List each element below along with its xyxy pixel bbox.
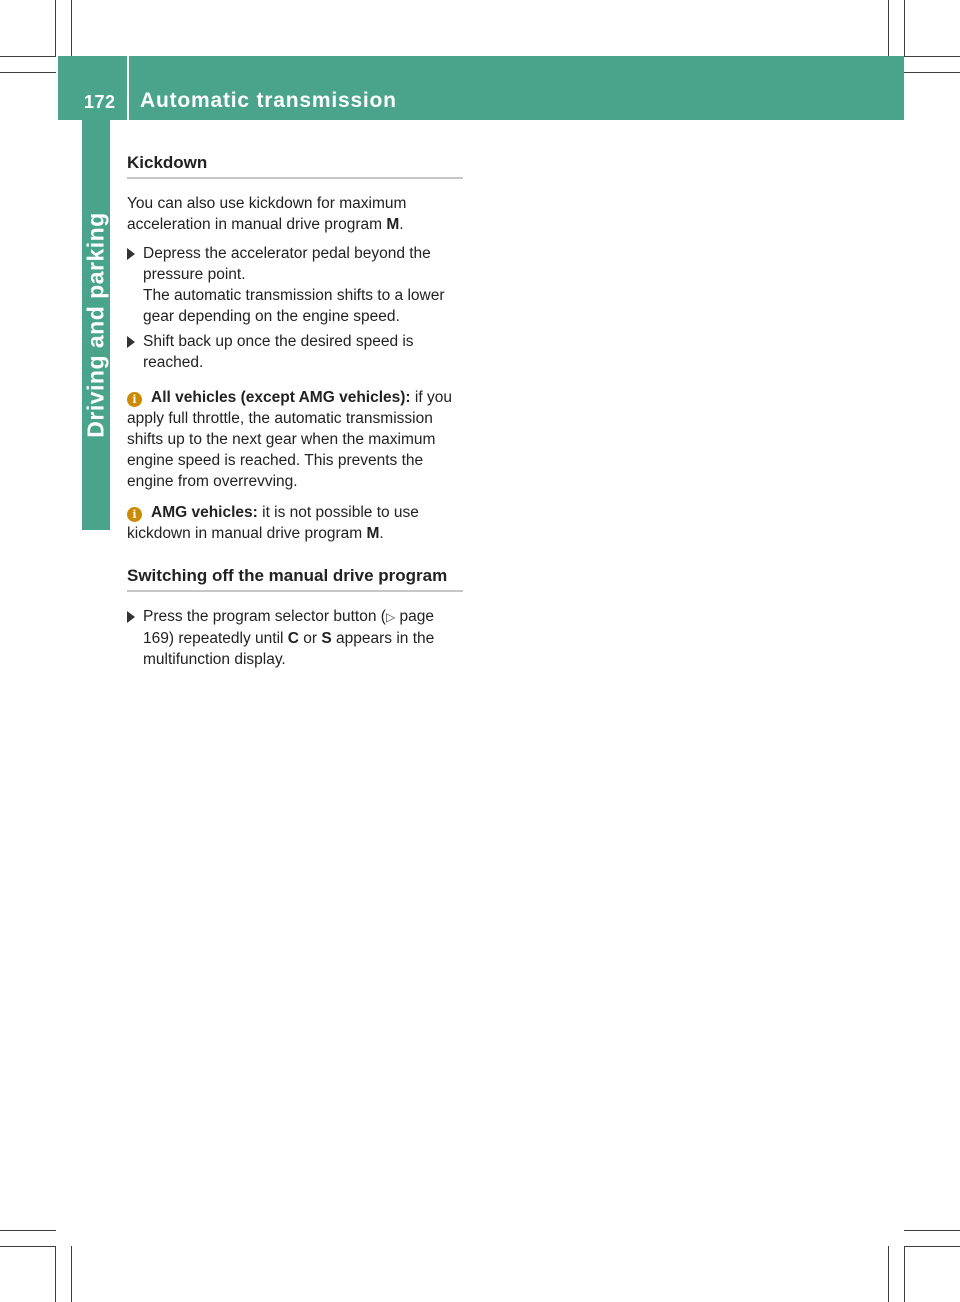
program-m: M bbox=[366, 525, 380, 542]
info-icon: i bbox=[127, 507, 142, 522]
info-icon: i bbox=[127, 392, 142, 407]
intro-end: . bbox=[399, 216, 404, 233]
info-note bbox=[127, 502, 463, 544]
section-heading-switching: Switching off the manual drive program bbox=[127, 566, 463, 592]
intro-text: You can also use kickdown for maximum acceleration in manual drive program bbox=[127, 195, 407, 233]
page-reference-icon: ▷ bbox=[385, 610, 396, 624]
page-title: Automatic transmission bbox=[140, 89, 397, 112]
note-text: if you apply full throttle, the automatic transmission shifts up to the next gear when the maximum engine speed is reached. This prevents the engine from overrevving. bbox=[127, 389, 452, 490]
crop-mark bbox=[55, 0, 56, 56]
crop-mark bbox=[904, 1246, 905, 1302]
crop-mark bbox=[0, 1246, 56, 1247]
kickdown-intro bbox=[127, 193, 463, 235]
crop-mark bbox=[904, 0, 905, 56]
step-text: Depress the accelerator pedal beyond the pressure point. bbox=[143, 245, 431, 283]
step-text-end: appears in the multifunction display. bbox=[143, 630, 435, 668]
info-note bbox=[127, 387, 463, 492]
crop-mark bbox=[71, 1246, 72, 1302]
crop-mark bbox=[888, 0, 889, 56]
header-divider bbox=[127, 56, 129, 120]
or-text: or bbox=[298, 630, 322, 647]
step-text-pre: Press the program selector button ( bbox=[143, 608, 386, 625]
program-m: M bbox=[386, 216, 400, 233]
page-number: 172 bbox=[84, 92, 116, 112]
crop-mark bbox=[888, 1246, 889, 1302]
section-heading-kickdown: Kickdown bbox=[127, 153, 463, 179]
step-text bbox=[143, 606, 463, 670]
crop-mark bbox=[0, 56, 56, 57]
step-item bbox=[127, 606, 463, 670]
crop-mark bbox=[904, 72, 960, 73]
crop-mark bbox=[904, 1246, 960, 1247]
crop-mark bbox=[904, 56, 960, 57]
step-item bbox=[127, 243, 463, 327]
step-arrow-icon bbox=[127, 611, 135, 623]
step-result: The automatic transmission shifts to a lower gear depending on the engine speed. bbox=[143, 287, 445, 325]
content-column bbox=[127, 153, 463, 670]
program-c: C bbox=[287, 630, 299, 647]
page-reference[interactable]: page 169) repeatedly until bbox=[143, 608, 434, 647]
note-bold: All vehicles (except AMG vehicles): bbox=[151, 389, 411, 406]
note-end: . bbox=[379, 525, 384, 542]
crop-mark bbox=[0, 1230, 56, 1231]
crop-mark bbox=[55, 1246, 56, 1302]
program-s: S bbox=[321, 630, 332, 647]
note-bold: AMG vehicles: bbox=[151, 504, 258, 521]
crop-mark bbox=[904, 1230, 960, 1231]
step-item bbox=[127, 331, 463, 373]
crop-mark bbox=[0, 72, 56, 73]
step-arrow-icon bbox=[127, 248, 135, 260]
chapter-side-tab bbox=[82, 120, 110, 530]
chapter-label: Driving and parking bbox=[82, 212, 109, 438]
page-header bbox=[58, 56, 904, 120]
step-arrow-icon bbox=[127, 336, 135, 348]
step-text: Shift back up once the desired speed is reached. bbox=[143, 333, 414, 371]
note-text: it is not possible to use kickdown in manual drive program bbox=[127, 504, 419, 542]
crop-mark bbox=[71, 0, 72, 56]
